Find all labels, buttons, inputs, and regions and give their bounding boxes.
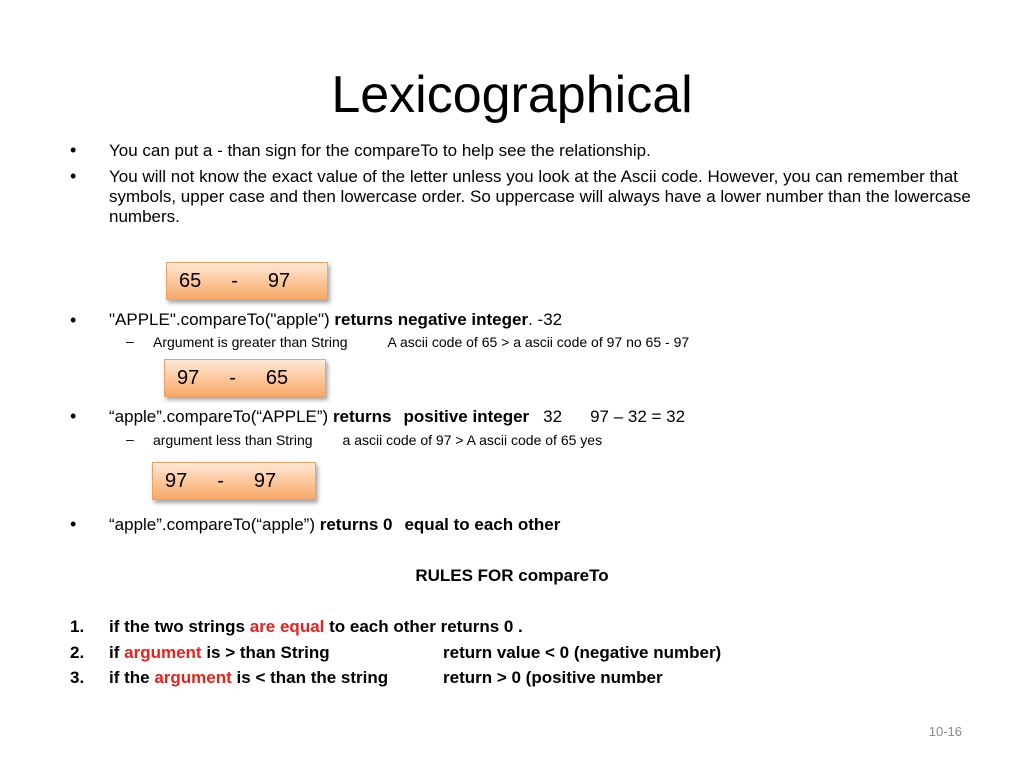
example-1-tail: . -32 bbox=[528, 310, 563, 329]
rule-2-highlight: argument bbox=[124, 643, 202, 662]
bullet-marker: • bbox=[70, 406, 77, 426]
rule-number-1: 1. bbox=[70, 617, 85, 636]
rule-3-post: is < than the string bbox=[236, 668, 389, 687]
subtraction-box-2 bbox=[164, 359, 326, 397]
bullet-text-2: You will not know the exact value of the letter unless you look at the Ascii code. However, you can remember that symbols, upper case and then lowercase order. So uppercase will always have a lower number than the lowercase numbers. bbox=[109, 167, 971, 226]
box-operator: - bbox=[229, 367, 236, 389]
bullet-marker: • bbox=[70, 514, 77, 534]
bullet-text-1: You can put a - than sign for the compareTo to help see the relationship. bbox=[109, 141, 651, 160]
example-1 bbox=[109, 310, 562, 330]
page-number: 10-16 bbox=[928, 724, 962, 739]
example-2-subtext bbox=[153, 431, 602, 449]
example-2-result: positive integer bbox=[403, 407, 530, 426]
subtraction-box-1 bbox=[166, 262, 328, 300]
box-operator: - bbox=[231, 270, 238, 292]
box-right-value: 97 bbox=[253, 470, 277, 492]
box-operator: - bbox=[217, 470, 224, 492]
rule-1-post: to each other returns 0 . bbox=[329, 617, 523, 636]
rule-3-result: return > 0 (positive number bbox=[443, 668, 663, 687]
example-2 bbox=[109, 407, 685, 427]
example-2-calc: 97 – 32 = 32 bbox=[590, 407, 686, 426]
rule-2-result: return value < 0 (negative number) bbox=[443, 643, 722, 662]
subtraction-box-3 bbox=[152, 462, 316, 500]
bullet-marker: • bbox=[70, 166, 77, 186]
rule-3-pre: if the bbox=[109, 668, 150, 687]
rule-2 bbox=[109, 643, 330, 663]
rules-heading: RULES FOR compareTo bbox=[415, 566, 609, 585]
box-left-value: 97 bbox=[165, 470, 188, 492]
bullet-marker: • bbox=[70, 140, 77, 160]
example-3-returns: returns 0 bbox=[319, 515, 393, 534]
box-right-value: 65 bbox=[265, 367, 289, 389]
rule-3-highlight: argument bbox=[154, 668, 232, 687]
example-3-result: equal to each other bbox=[404, 515, 561, 534]
example-2-value: 32 bbox=[543, 407, 563, 426]
example-1-code: "APPLE".compareTo("apple") bbox=[109, 310, 330, 329]
bullet-marker: • bbox=[70, 310, 77, 330]
rule-1-highlight: are equal bbox=[249, 617, 325, 636]
example-3-code: “apple”.compareTo(“apple”) bbox=[109, 515, 315, 534]
example-1-subtext bbox=[153, 333, 689, 351]
example-1-result: returns negative integer bbox=[334, 310, 529, 329]
sub-bullet-marker: – bbox=[126, 333, 134, 349]
example-2-code: “apple”.compareTo(“APPLE”) bbox=[109, 407, 329, 426]
example-2-sub-a: argument less than String bbox=[153, 432, 313, 448]
rule-2-pre: if bbox=[109, 643, 120, 662]
box-right-value: 97 bbox=[267, 270, 291, 292]
rule-number-2: 2. bbox=[70, 643, 85, 662]
rule-2-post: is > than String bbox=[206, 643, 330, 662]
slide-title: Lexicographical bbox=[331, 66, 693, 124]
example-1-sub-b: A ascii code of 65 > a ascii code of 97 no 65 - 97 bbox=[387, 334, 690, 350]
example-2-returns: returns bbox=[332, 407, 392, 426]
rule-3 bbox=[109, 668, 388, 688]
example-1-sub-a: Argument is greater than String bbox=[153, 334, 348, 350]
example-2-sub-b: a ascii code of 97 > A ascii code of 65 yes bbox=[342, 432, 603, 448]
rule-number-3: 3. bbox=[70, 668, 85, 687]
example-3 bbox=[109, 515, 560, 535]
box-left-value: 97 bbox=[177, 367, 200, 389]
sub-bullet-marker: – bbox=[126, 431, 134, 447]
rule-1 bbox=[109, 617, 523, 637]
rule-1-pre: if the two strings bbox=[109, 617, 245, 636]
box-left-value: 65 bbox=[179, 270, 202, 292]
